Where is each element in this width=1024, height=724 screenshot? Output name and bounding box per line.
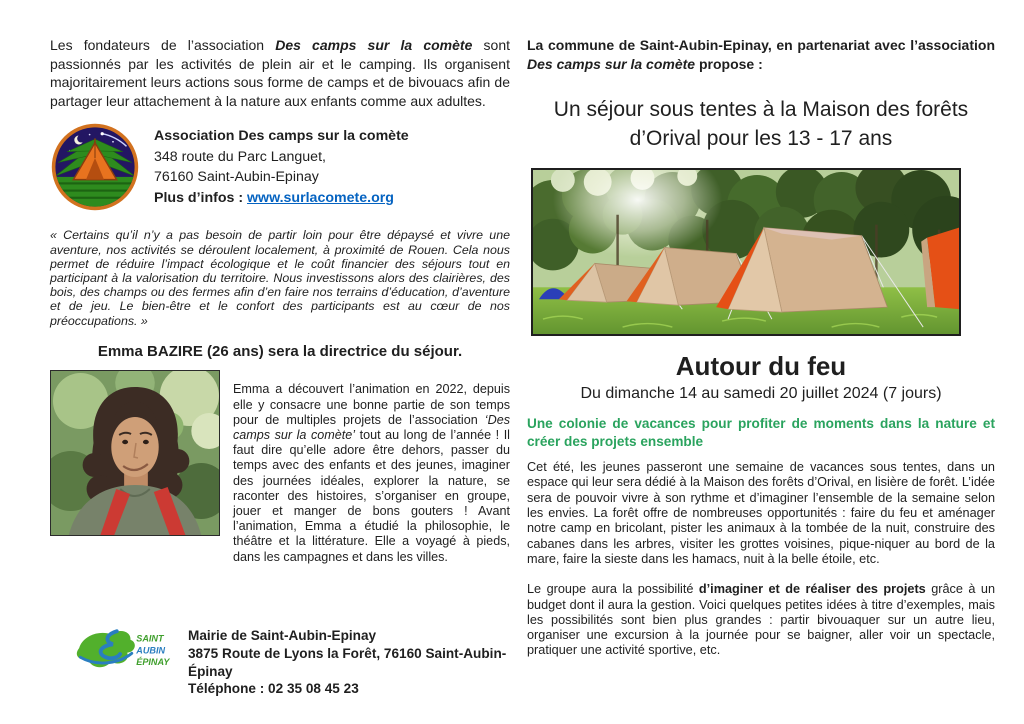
- director-bio-text: [233, 382, 510, 564]
- association-address-line2: 76160 Saint-Aubin-Epinay: [154, 169, 319, 186]
- description-paragraph: Cet été, les jeunes passeront une semaine de vacances sous tentes, dans un espace qui leur sera dédié à la Maison des forêts d’Orival, en lisière de forêt. L’idée sera de pouvoir vivre à son rythme et d’imaginer l’ensemble de la semaine selon les envies. La forêt offre de nombreuses opportunités : faire du feu et aménager notre camp en bricolant, pister les animaux à la tombée de la nuit, construire des cabanes dans les arbres, visiter les grottes voisines, pique-niquer au bord de la mare, faire la sieste dans les hamacs, nuit à la belle étoile, etc.: [527, 460, 995, 566]
- director-portrait-photo: [50, 370, 220, 536]
- bio-post: tout au long de l’année ! Il faut dire qu’elle adore être dehors, passer du temps avec des enfants et des jeunes, imaginer des journées idéales, explorer la nature, se raconter des histoires, s’organiser en groupe, jouer et manger de bons gouters ! Avant l’animation, Emma a étudié la philosophie, le théâtre et la littérature. Elle a voyagé à pieds, dans les campagnes et dans les villes.: [233, 428, 510, 564]
- stay-title: Un séjour sous tentes à la Maison des forêts d’Orival pour les 13 - 17 ans: [553, 98, 969, 150]
- partner-brand: Des camps sur la comète: [527, 56, 696, 72]
- website-link[interactable]: www.surlacomete.org: [247, 189, 394, 206]
- association-info-line: [154, 188, 409, 209]
- bio-brand: ‘Des camps sur la comète’: [233, 412, 510, 442]
- founders-quote: « Certains qu’il n’y a pas besoin de partir loin pour être dépaysé et vivre une aventure, nos activités se déroulent localement, à proximité de Rouen. Cela nous permet de réduire l’impact écologique et le coût financier des séjours tout en participant à la valorisation du territoire. Nous investissons alors des clairières, des bois, des champs ou des fermes afin d’en faire nos terrains d’éducation, d’aventure et de jeu. Le bien-être et le confort des participants est au cœur de nos préoccupations. »: [50, 228, 510, 328]
- association-address-block: [154, 122, 409, 208]
- right-column: [527, 36, 995, 671]
- intro-paragraph: [50, 36, 510, 110]
- intro-text-pre: Les fondateurs de l’association: [50, 37, 276, 53]
- town-logo-text-epinay: ÉPINAY: [136, 657, 170, 668]
- projects-paragraph: [527, 582, 995, 658]
- saint-aubin-epinay-logo-icon: [70, 623, 174, 685]
- intro-text-post: sont passionnés par les activités de plein air et le camping. Ils organisent majoritairement leurs actions sous forme de camps et de bivouacs afin de partager leur attachement à la nature aux enfants comme aux adultes.: [50, 37, 510, 109]
- left-column: [50, 36, 510, 698]
- association-brand-name: Des camps sur la comète: [275, 37, 473, 53]
- partner-pre: La commune de Saint-Aubin-Epinay, en partenariat avec l’association: [527, 37, 995, 53]
- town-hall-block: [70, 623, 510, 697]
- camp-tagline: Une colonie de vacances pour profiter de moments dans la nature et créer des projets ensemble: [527, 416, 995, 449]
- partner-paragraph: [527, 36, 995, 74]
- projects-pre: Le groupe aura la possibilité: [527, 582, 699, 597]
- town-hall-contact: [188, 623, 510, 697]
- bio-pre: Emma a découvert l’animation en 2022, depuis elle y consacre une bonne partie de son temps pour de multiples projets de l’association: [233, 382, 510, 427]
- association-name: Association Des camps sur la comète: [154, 128, 409, 145]
- association-logo-icon: [50, 122, 140, 212]
- camp-name-title: Autour du feu: [675, 351, 847, 381]
- town-hall-name: Mairie de Saint-Aubin-Epinay: [188, 628, 377, 644]
- association-contact-block: [50, 122, 510, 212]
- camp-dates: Du dimanche 14 au samedi 20 juillet 2024 (7 jours): [580, 385, 942, 402]
- town-logo-text-saint: SAINT: [136, 634, 164, 645]
- association-address-line1: 348 route du Parc Languet,: [154, 148, 326, 165]
- town-hall-phone: Téléphone : 02 35 08 45 23: [188, 681, 359, 697]
- tents-camp-photo: [531, 168, 961, 336]
- town-hall-address: 3875 Route de Lyons la Forêt, 76160 Saint-Aubin-Épinay: [188, 646, 507, 679]
- director-heading: Emma BAZIRE (26 ans) sera la directrice du séjour.: [97, 342, 463, 360]
- projects-post: grâce à un budget dont il aura la gestion. Voici quelques petites idées à titre d’exemples, mais les possibilités sont bien plus grandes : partir bivouaquer sur un autre lieu, organiser une excursion à la journée pour se baigner, aller voir un spectacle, pratiquer une activité sportive, etc.: [527, 582, 996, 658]
- director-bio-block: [50, 370, 510, 578]
- projects-bold: d’imaginer et de réaliser des projets: [698, 582, 926, 597]
- partner-post: propose :: [695, 56, 763, 72]
- info-label: Plus d’infos :: [154, 189, 248, 206]
- town-logo-text-aubin: AUBIN: [136, 645, 166, 656]
